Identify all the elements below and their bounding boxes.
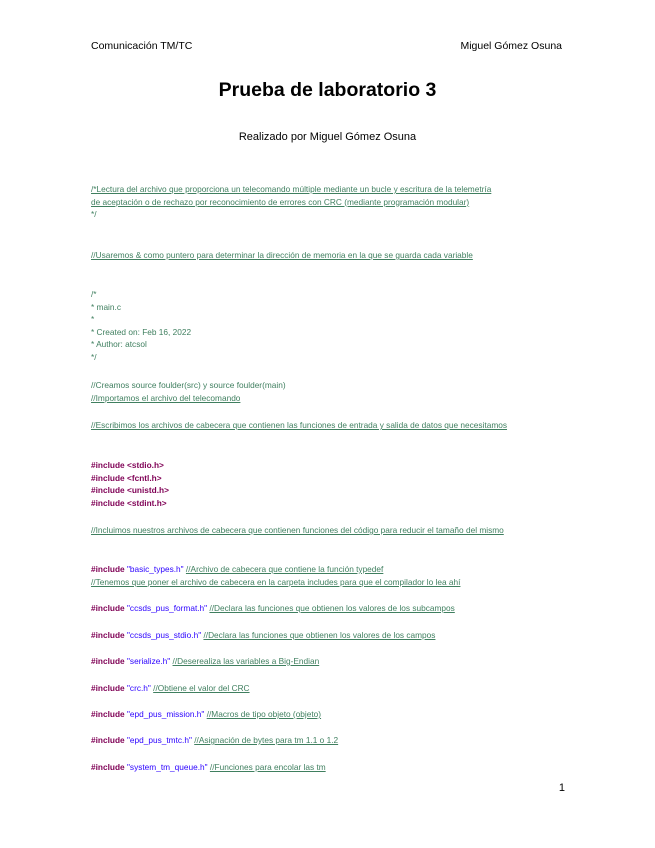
- document-title: Prueba de laboratorio 3: [218, 79, 437, 101]
- include-file: "basic_types.h": [126, 564, 184, 574]
- include-comment: //Deserealiza las variables a Big-Endian: [172, 656, 320, 666]
- include-epd-pus-tmtc: [91, 734, 571, 747]
- include-comment: //Asignación de bytes para tm 1.1 o 1.2: [194, 735, 339, 745]
- include-line: [91, 459, 571, 472]
- comment-pointer: [91, 249, 571, 262]
- include-serialize: [91, 655, 571, 668]
- include-keyword: #include: [91, 762, 125, 772]
- comment-headers: [91, 419, 571, 432]
- include-keyword: #include: [91, 564, 125, 574]
- header-left: Comunicación TM/TC: [91, 40, 193, 52]
- code-line: //Escribimos los archivos de cabecera que contienen las funciones de entrada y salida de datos que necesitamos: [91, 420, 508, 430]
- include-file: "system_tm_queue.h": [126, 762, 208, 772]
- code-line: //Tenemos que poner el archivo de cabecera en la carpeta includes para que el compilador lo lea ahí: [91, 576, 461, 587]
- include-file: "ccsds_pus_format.h": [126, 603, 208, 613]
- comment-block-main: [91, 288, 571, 364]
- include-keyword: #include: [91, 497, 125, 508]
- code-line: * Created on: Feb 16, 2022: [91, 326, 192, 337]
- code-line: */: [91, 351, 97, 362]
- header-right: Miguel Gómez Osuna: [460, 40, 562, 52]
- include-keyword: #include: [91, 656, 125, 666]
- include-file: <unistd.h>: [126, 485, 169, 496]
- include-system-tm-queue: [91, 761, 571, 774]
- code-line: * Author: atcsol: [91, 339, 147, 350]
- document-author: Realizado por Miguel Gómez Osuna: [238, 131, 417, 143]
- include-comment: //Funciones para encolar las tm: [209, 762, 326, 772]
- code-line: de aceptación o de rechazo por reconocimiento de errores con CRC (mediante programación modular): [91, 196, 470, 207]
- comment-block-folders: [91, 379, 571, 404]
- include-file: "epd_pus_tmtc.h": [126, 735, 192, 745]
- include-keyword: #include: [91, 735, 125, 745]
- comment-block-intro: [91, 183, 571, 221]
- include-comment: //Macros de tipo objeto (objeto): [206, 709, 322, 719]
- include-basic-types: [91, 563, 571, 588]
- code-line: //Usaremos & como puntero para determinar la dirección de memoria en la que se guarda cada variable: [91, 250, 473, 260]
- include-keyword: #include: [91, 709, 125, 719]
- include-line: [91, 484, 571, 497]
- include-comment: //Declara las funciones que obtienen los valores de los subcampos: [209, 603, 455, 613]
- include-file: "crc.h": [126, 683, 151, 693]
- include-file: "epd_pus_mission.h": [126, 709, 205, 719]
- comment-own-headers: [91, 524, 571, 537]
- include-file: <stdint.h>: [126, 497, 167, 508]
- include-line: [91, 472, 571, 485]
- include-comment: //Archivo de cabecera que contiene la función typedef: [185, 564, 384, 574]
- code-line: //Incluimos nuestros archivos de cabecera que contienen funciones del código para reducir el tamaño del mismo: [91, 525, 504, 535]
- code-line: //Creamos source foulder(src) y source foulder(main): [91, 380, 286, 390]
- include-file: <stdio.h>: [126, 460, 164, 470]
- include-keyword: #include: [91, 683, 125, 693]
- include-epd-pus-mission: [91, 708, 571, 721]
- include-crc: [91, 682, 571, 695]
- system-includes: [91, 459, 571, 509]
- code-line: /*Lectura del archivo que proporciona un telecomando múltiple mediante un bucle y escritura de la telemetría: [91, 184, 492, 194]
- include-comment: //Declara las funciones que obtienen los valores de los campos: [203, 630, 436, 640]
- include-comment: //Obtiene el valor del CRC: [153, 683, 250, 693]
- code-line: *: [91, 314, 95, 325]
- include-keyword: #include: [91, 460, 125, 470]
- include-file: <fcntl.h>: [126, 472, 162, 483]
- include-file: "serialize.h": [126, 656, 171, 666]
- code-line: /*: [91, 289, 97, 299]
- code-line: //Importamos el archivo del telecomando: [91, 392, 241, 403]
- include-line: [91, 497, 571, 510]
- include-keyword: #include: [91, 485, 125, 496]
- page-number: 1: [558, 782, 565, 794]
- include-keyword: #include: [91, 630, 125, 640]
- include-ccsds-pus-stdio: [91, 629, 571, 642]
- include-keyword: #include: [91, 472, 125, 483]
- code-line: */: [91, 209, 97, 220]
- include-ccsds-pus-format: [91, 602, 571, 615]
- include-file: "ccsds_pus_stdio.h": [126, 630, 202, 640]
- code-line: * main.c: [91, 301, 121, 312]
- include-keyword: #include: [91, 603, 125, 613]
